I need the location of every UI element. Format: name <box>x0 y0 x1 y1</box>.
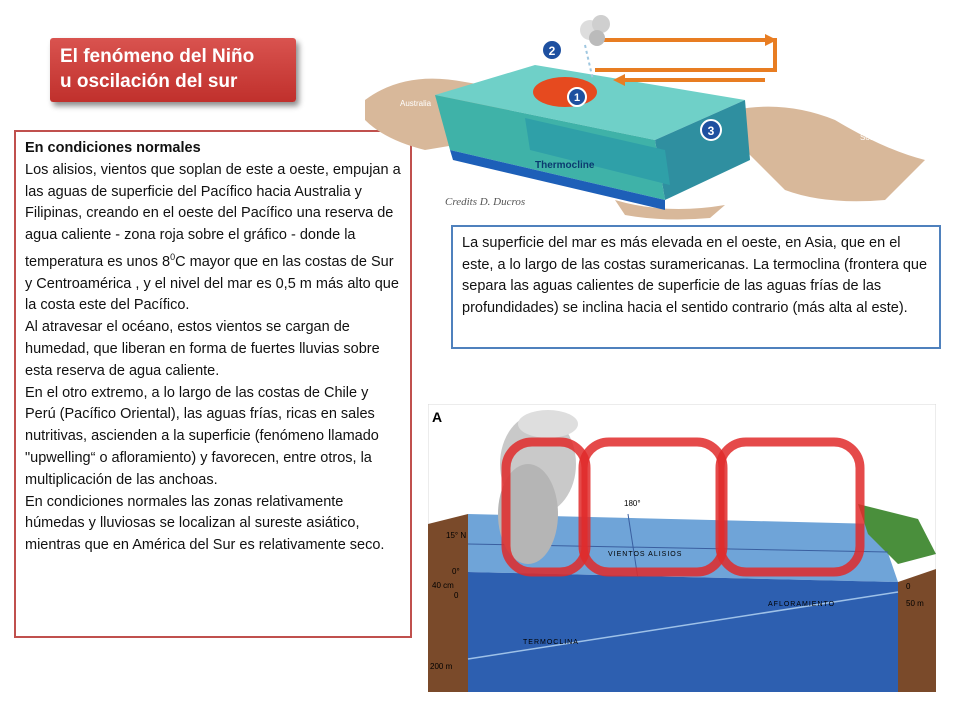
normal-conditions-panel <box>14 130 412 638</box>
sea-level-text: La superficie del mar es más elevada en el oeste, en Asia, que en el este, a lo largo de las costas suramericanas. La termoclina (frontera que separa las aguas calientes de superficie de las aguas frías de las profundidades) se inclina hacia el sentido contrario (más alta al este). <box>462 235 928 316</box>
marker-2-label: 2 <box>548 44 556 58</box>
label-40cm: 40 cm <box>432 581 454 590</box>
panel-heading: En condiciones normales <box>25 140 201 156</box>
marker-1-label: 1 <box>573 92 581 104</box>
label-termoclina: TERMOCLINA <box>523 639 579 646</box>
figure-credits: Credits D. Ducros <box>445 196 526 208</box>
label-0-left: 0 <box>454 591 459 600</box>
paragraph-1-text-b: C mayor que en las costas de Sur y Centroamérica , y el nivel del mar es 0,5 m más alto que la costa este del Pacífico. <box>25 253 399 314</box>
label-south-america: South America <box>860 133 913 142</box>
label-thermocline: Thermocline <box>535 160 595 171</box>
upper-circulation-arrow <box>595 40 775 70</box>
land-edge <box>615 200 725 219</box>
south-america-land <box>735 107 925 202</box>
warm-pool <box>533 77 597 107</box>
walker-circulation-diagram <box>365 0 960 222</box>
label-australia: Australia <box>400 99 432 108</box>
label-0-right: 0 <box>906 582 911 591</box>
title-line-2: u oscilación del sur <box>60 71 238 92</box>
label-vientos-alisios: VIENTOS ALISIOS <box>608 551 683 558</box>
label-afloramiento: AFLORAMIENTO <box>768 601 836 608</box>
label-50m: 50 m <box>906 599 924 608</box>
paragraph-1-text-a: Los alisios, vientos que soplan de este a oeste, empujan a las aguas de superficie del Pacífico hacia Australia y Filipinas, creando en el oeste del Pacífico una reserva de agua caliente - zona roja sobre el gráfico - donde la temperatura es unos 8 <box>25 161 401 270</box>
cross-section-diagram <box>428 404 936 692</box>
marker-3-label: 3 <box>707 124 715 138</box>
slide-title <box>50 38 296 102</box>
sea-level-panel <box>451 225 941 349</box>
ocean-front-face <box>468 572 898 692</box>
label-0-degree: 0° <box>452 567 460 576</box>
paragraph-4: En condiciones normales las zonas relativamente húmedas y lluviosas se localizan al sureste asiático, mientras que en América del Sur es relativamente seco. <box>25 493 385 554</box>
paragraph-1 <box>25 160 402 317</box>
paragraph-2: Al atravesar el océano, estos vientos se cargan de humedad, que liberan en forma de fuertes lluvias sobre esta reserva de agua caliente. <box>25 319 380 379</box>
label-180: 180° <box>624 499 641 508</box>
label-200m: 200 m <box>430 662 453 671</box>
paragraph-3: En el otro extremo, a lo largo de las costas de Chile y Perú (Pacífico Oriental), las aguas frías, ricas en sales nutritivas, ascienden a la superficie (fenómeno llamado "upwelling“ o afloramiento) y favorecen, entre otros, la multiplicación de las anchoas. <box>25 384 379 488</box>
east-land-wall <box>898 569 936 692</box>
label-15n: 15° N <box>446 531 467 540</box>
panel-letter: A <box>432 409 443 425</box>
title-line-1: El fenómeno del Niño <box>60 46 255 67</box>
degree-superscript: 0 <box>170 251 176 262</box>
